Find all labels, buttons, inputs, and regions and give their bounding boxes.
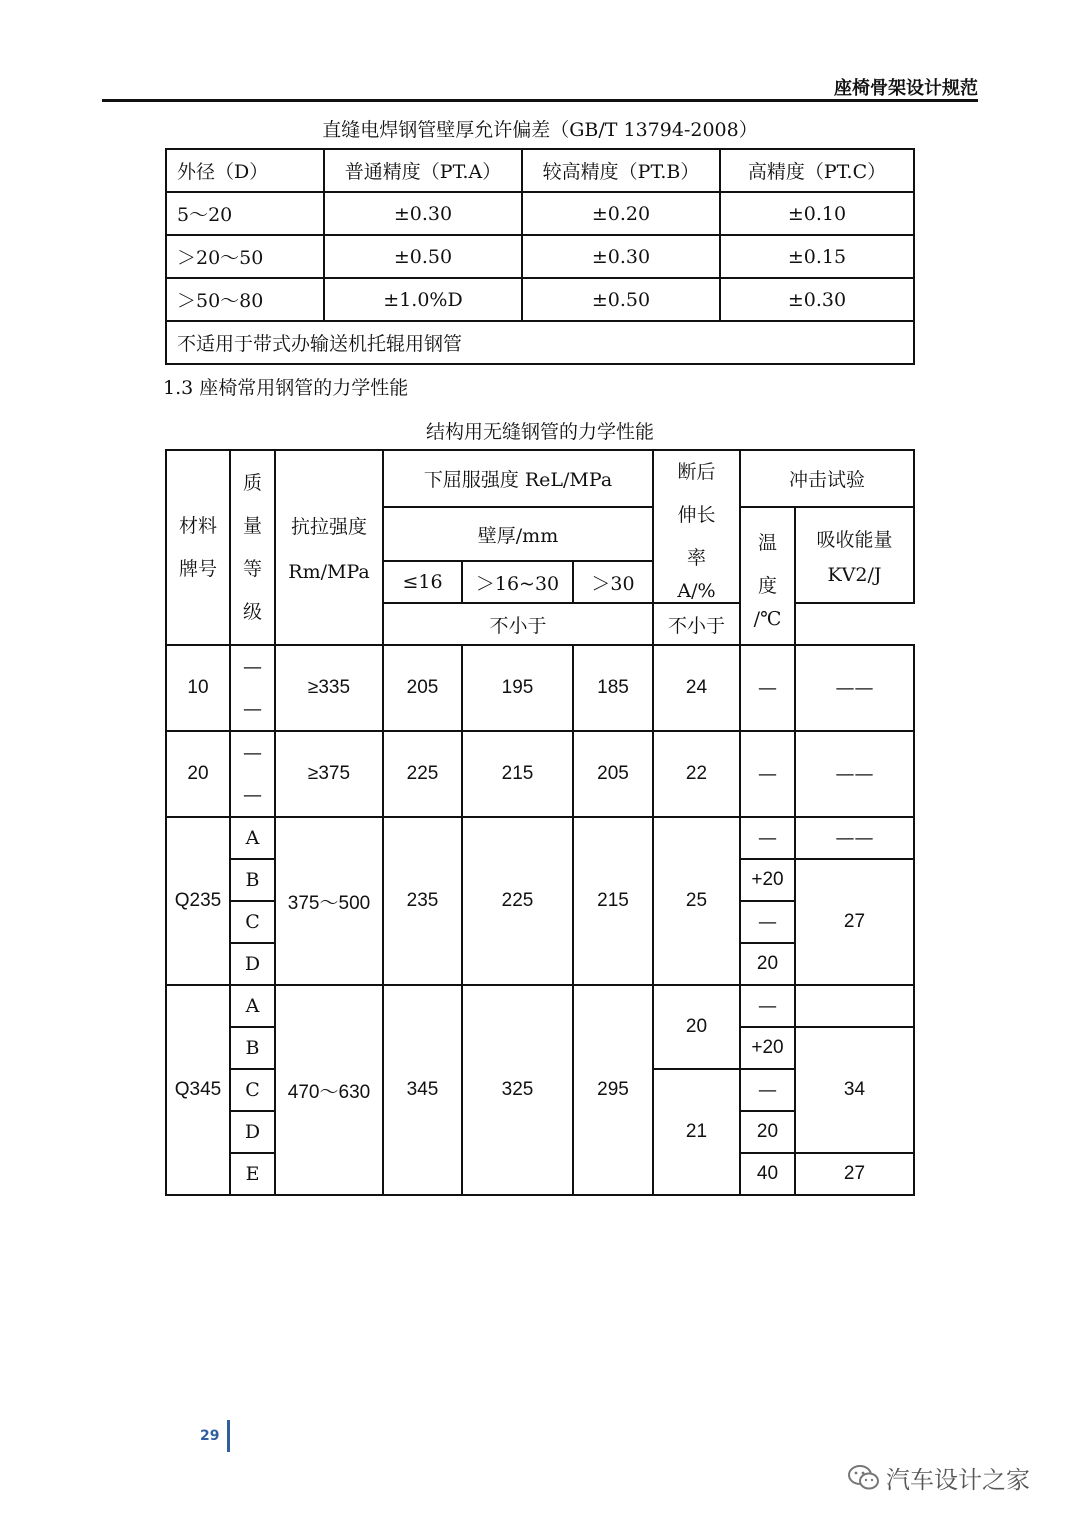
tensile-cell: 470～630 [275,985,383,1195]
yield-cell: 325 [462,985,573,1195]
page-number-bar [227,1420,230,1452]
header-temp-unit: /℃ [753,608,782,630]
header-cell: 外径（D） [166,149,324,192]
header-tensile-label: 抗拉强度 [290,516,367,538]
energy-cell: 34 [795,1027,914,1153]
header-elongation-label: 断后伸长率 [677,461,716,569]
table-cell: ±0.30 [720,278,914,321]
table-cell: ±0.15 [720,235,914,278]
tensile-cell: ≥375 [275,731,383,817]
elongation-cell: 25 [653,817,740,985]
material-cell: Q235 [166,817,230,985]
header-tensile [275,450,383,645]
temp-cell: 20 [740,943,795,985]
table-cell: ±0.30 [324,192,522,235]
document-header-title: 座椅骨架设计规范 [834,78,978,99]
table-row [166,278,914,321]
header-thickness: 壁厚/mm [383,507,653,561]
header-impact: 冲击试验 [740,450,914,507]
table-cell: ±0.50 [324,235,522,278]
yield-cell: 205 [383,645,462,731]
header-not-less: 不小于 [383,603,653,645]
table1-caption: 直缝电焊钢管壁厚允许偏差（GB/T 13794-2008） [322,119,758,141]
yield-cell: 205 [573,731,653,817]
grade-cell: — — [230,645,275,731]
header-grade-label: 质量等级 [242,471,262,623]
table-row [166,645,914,731]
table-row [166,192,914,235]
grade-cell: B [230,859,275,901]
header-rule [102,99,978,102]
grade-cell: D [230,1111,275,1153]
header-elongation [653,450,740,603]
header-cell: 较高精度（PT.B） [522,149,720,192]
header-tensile-unit: Rm/MPa [288,561,370,583]
table-note-row [166,321,914,364]
yield-cell: 225 [462,817,573,985]
yield-cell: 195 [462,645,573,731]
header-yield: 下屈服强度 ReL/MPa [383,450,653,507]
tensile-cell: ≥335 [275,645,383,731]
temp-cell: — [740,817,795,859]
table-row [166,731,914,817]
yield-cell: 235 [383,817,462,985]
table-row [166,235,914,278]
table-note: 不适用于带式办输送机托辊用钢管 [166,321,914,364]
temp-cell: — [740,645,795,731]
header-energy-label: 吸收能量 [816,528,893,551]
temp-cell: +20 [740,859,795,901]
grade-cell: — — [230,731,275,817]
header-energy-unit: KV2/J [827,563,882,586]
table-row [166,985,914,1027]
header-grade [230,450,275,645]
table-cell: ±1.0%D [324,278,522,321]
energy-cell: 27 [795,859,914,985]
material-cell: Q345 [166,985,230,1195]
table-cell: ±0.30 [522,235,720,278]
grade-cell: B [230,1027,275,1069]
header-t2: ＞16~30 [462,561,573,603]
temp-cell: — [740,901,795,943]
elongation-cell: 24 [653,645,740,731]
energy-cell: —— [795,645,914,731]
watermark [848,1460,1030,1495]
header-energy [795,507,914,603]
tensile-cell: 375～500 [275,817,383,985]
energy-cell: —— [795,817,914,859]
table-cell: ±0.50 [522,278,720,321]
yield-cell: 225 [383,731,462,817]
material-cell: 10 [166,645,230,731]
header-elongation-unit: A/% [677,580,716,602]
elongation-cell: 22 [653,731,740,817]
table-cell: ＞50～80 [166,278,324,321]
wechat-icon [848,1465,880,1491]
table-cell: ±0.20 [522,192,720,235]
temp-cell: — [740,1069,795,1111]
material-cell: 20 [166,731,230,817]
temp-cell: — [740,731,795,817]
temp-cell: — [740,985,795,1027]
grade-cell: D [230,943,275,985]
header-temp [740,507,795,645]
page-number: 29 [200,1428,220,1444]
table-row [166,817,914,859]
header-cell: 普通精度（PT.A） [324,149,522,192]
header-material [166,450,230,645]
mechanical-properties-table [165,449,915,1196]
section-heading: 1.3 座椅常用钢管的力学性能 [163,377,409,399]
watermark-text: 汽车设计之家 [886,1466,1030,1494]
energy-cell: —— [795,731,914,817]
yield-cell: 185 [573,645,653,731]
wall-thickness-tolerance-table [165,148,915,365]
energy-cell-empty [795,985,914,1027]
temp-cell: 20 [740,1111,795,1153]
table2-caption: 结构用无缝钢管的力学性能 [425,421,654,443]
table-cell: ＞20～50 [166,235,324,278]
header-t3: ＞30 [573,561,653,603]
header-energy-not-less: 不小于 [653,603,740,645]
table-cell: 5～20 [166,192,324,235]
yield-cell: 345 [383,985,462,1195]
table-cell: ±0.10 [720,192,914,235]
elongation-cell: 20 [653,985,740,1069]
header-temp-label: 温度 [757,532,777,597]
energy-cell: 27 [795,1153,914,1195]
temp-cell: +20 [740,1027,795,1069]
yield-cell: 295 [573,985,653,1195]
header-cell: 高精度（PT.C） [720,149,914,192]
header-material-label: 材料牌号 [178,514,217,580]
temp-cell: 40 [740,1153,795,1195]
table-header-row [166,149,914,192]
yield-cell: 215 [462,731,573,817]
grade-cell: C [230,901,275,943]
grade-cell: A [230,817,275,859]
grade-cell: C [230,1069,275,1111]
grade-cell: A [230,985,275,1027]
grade-cell: E [230,1153,275,1195]
elongation-cell: 21 [653,1069,740,1195]
yield-cell: 215 [573,817,653,985]
header-t1: ≤16 [383,561,462,603]
